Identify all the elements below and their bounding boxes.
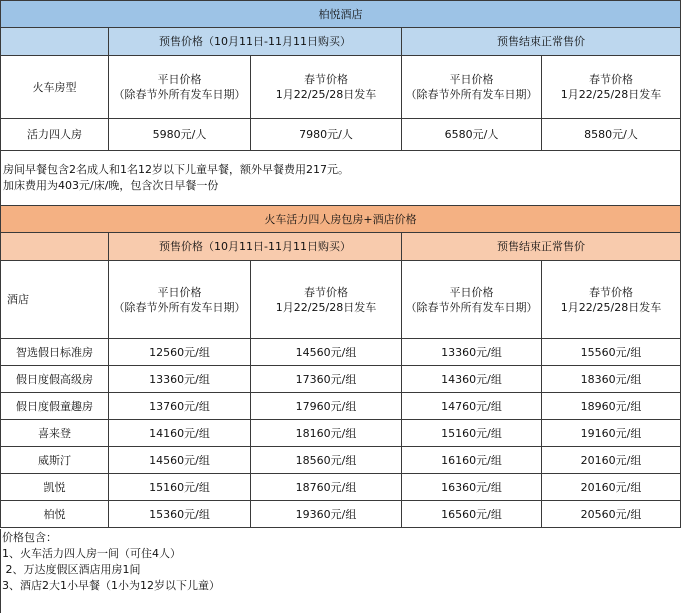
price-cell: 15560元/组: [542, 339, 681, 366]
section2-corner: [1, 233, 109, 261]
price-cell: 15160元/组: [402, 420, 542, 447]
weekday-label: 平日价格: [449, 73, 494, 86]
weekday-note: （除春节外所有发车日期）: [405, 300, 538, 314]
section2-presale-header: 预售价格（10月11日-11月11日购买）: [109, 233, 402, 261]
table-row: [1, 501, 681, 528]
hotel-name: 假日度假高级房: [1, 366, 109, 393]
price-cell: 14560元/组: [251, 339, 402, 366]
spring-note: 1月22/25/28日发车: [275, 88, 377, 101]
spring-label: 春节价格: [304, 73, 348, 86]
hotel-name: 威斯汀: [1, 447, 109, 474]
weekday-label: 平日价格: [157, 73, 202, 86]
price-cell: 18560元/组: [251, 447, 402, 474]
price-cell: 14560元/组: [109, 447, 251, 474]
hotel-name: 智选假日标准房: [1, 339, 109, 366]
weekday-note: （除春节外所有发车日期）: [405, 88, 538, 101]
presale-weekday-header: [109, 261, 251, 339]
price-cell: 7980元/人: [251, 119, 402, 151]
section2-regular-header: 预售结束正常售价: [402, 233, 681, 261]
section1-regular-header: 预售结束正常售价: [402, 28, 681, 56]
price-includes: [2, 530, 220, 594]
regular-spring-header: [542, 56, 681, 119]
left-border-line: [0, 529, 1, 613]
price-cell: 15360元/组: [109, 501, 251, 528]
price-cell: 18760元/组: [251, 474, 402, 501]
price-cell: 17360元/组: [251, 366, 402, 393]
table-row: [1, 393, 681, 420]
hotel-name: 柏悦: [1, 501, 109, 528]
hotel-name: 喜来登: [1, 420, 109, 447]
price-cell: 14360元/组: [402, 366, 542, 393]
weekday-note: （除春节外所有发车日期）: [113, 300, 246, 314]
spring-label: 春节价格: [589, 73, 633, 86]
weekday-label: 平日价格: [157, 285, 202, 299]
table-row: [1, 366, 681, 393]
price-cell: 6580元/人: [402, 119, 542, 151]
note-extra-bed: 加床费用为403元/床/晚，包含次日早餐一份: [3, 179, 219, 192]
price-cell: 13760元/组: [109, 393, 251, 420]
table-row: [1, 474, 681, 501]
price-cell: 13360元/组: [109, 366, 251, 393]
weekday-note: （除春节外所有发车日期）: [113, 88, 246, 101]
price-includes-heading: 价格包含：: [2, 531, 57, 544]
price-cell: 16560元/组: [402, 501, 542, 528]
table-row: [1, 420, 681, 447]
price-cell: 18360元/组: [542, 366, 681, 393]
regular-spring-header: [542, 261, 681, 339]
note-breakfast: 房间早餐包含2名成人和1名12岁以下儿童早餐，额外早餐费用217元。: [3, 163, 349, 176]
hotel-name: 凯悦: [1, 474, 109, 501]
hotel-name: 假日度假童趣房: [1, 393, 109, 420]
price-cell: 17960元/组: [251, 393, 402, 420]
price-cell: 19360元/组: [251, 501, 402, 528]
hotel-header: 酒店: [1, 261, 109, 339]
section1-corner: [1, 28, 109, 56]
price-cell: 8580元/人: [542, 119, 681, 151]
price-cell: 5980元/人: [109, 119, 251, 151]
price-includes-item: 1、火车活力四人房一间（可住4人）: [2, 547, 181, 560]
room-type-header: 火车房型: [1, 56, 109, 119]
section1-notes: [1, 151, 681, 206]
price-cell: 13360元/组: [402, 339, 542, 366]
spring-note: 1月22/25/28日发车: [560, 300, 662, 314]
price-cell: 16360元/组: [402, 474, 542, 501]
price-cell: 20160元/组: [542, 447, 681, 474]
price-cell: 15160元/组: [109, 474, 251, 501]
spring-note: 1月22/25/28日发车: [560, 88, 662, 101]
table-row: [1, 119, 681, 151]
price-includes-item: 3、酒店2大1小早餐（1小为12岁以下儿童）: [2, 579, 220, 592]
price-cell: 20560元/组: [542, 501, 681, 528]
package-price-table: [0, 205, 681, 528]
spring-label: 春节价格: [589, 285, 633, 299]
presale-weekday-header: [109, 56, 251, 119]
price-cell: 12560元/组: [109, 339, 251, 366]
price-includes-item: 2、万达度假区酒店用房1间: [2, 563, 141, 576]
hotel-price-table: [0, 0, 681, 206]
presale-spring-header: [251, 56, 402, 119]
regular-weekday-header: [402, 56, 542, 119]
price-cell: 14760元/组: [402, 393, 542, 420]
price-cell: 14160元/组: [109, 420, 251, 447]
regular-weekday-header: [402, 261, 542, 339]
table-row: [1, 447, 681, 474]
presale-spring-header: [251, 261, 402, 339]
price-cell: 18160元/组: [251, 420, 402, 447]
price-cell: 19160元/组: [542, 420, 681, 447]
section2-title: 火车活力四人房包房+酒店价格: [1, 206, 681, 233]
price-cell: 18960元/组: [542, 393, 681, 420]
spring-note: 1月22/25/28日发车: [275, 300, 377, 314]
price-cell: 20160元/组: [542, 474, 681, 501]
weekday-label: 平日价格: [449, 285, 494, 299]
spring-label: 春节价格: [304, 285, 348, 299]
price-cell: 16160元/组: [402, 447, 542, 474]
table-row: [1, 339, 681, 366]
section1-presale-header: 预售价格（10月11日-11月11日购买）: [109, 28, 402, 56]
section1-title: 柏悦酒店: [1, 1, 681, 28]
room-name: 活力四人房: [1, 119, 109, 151]
